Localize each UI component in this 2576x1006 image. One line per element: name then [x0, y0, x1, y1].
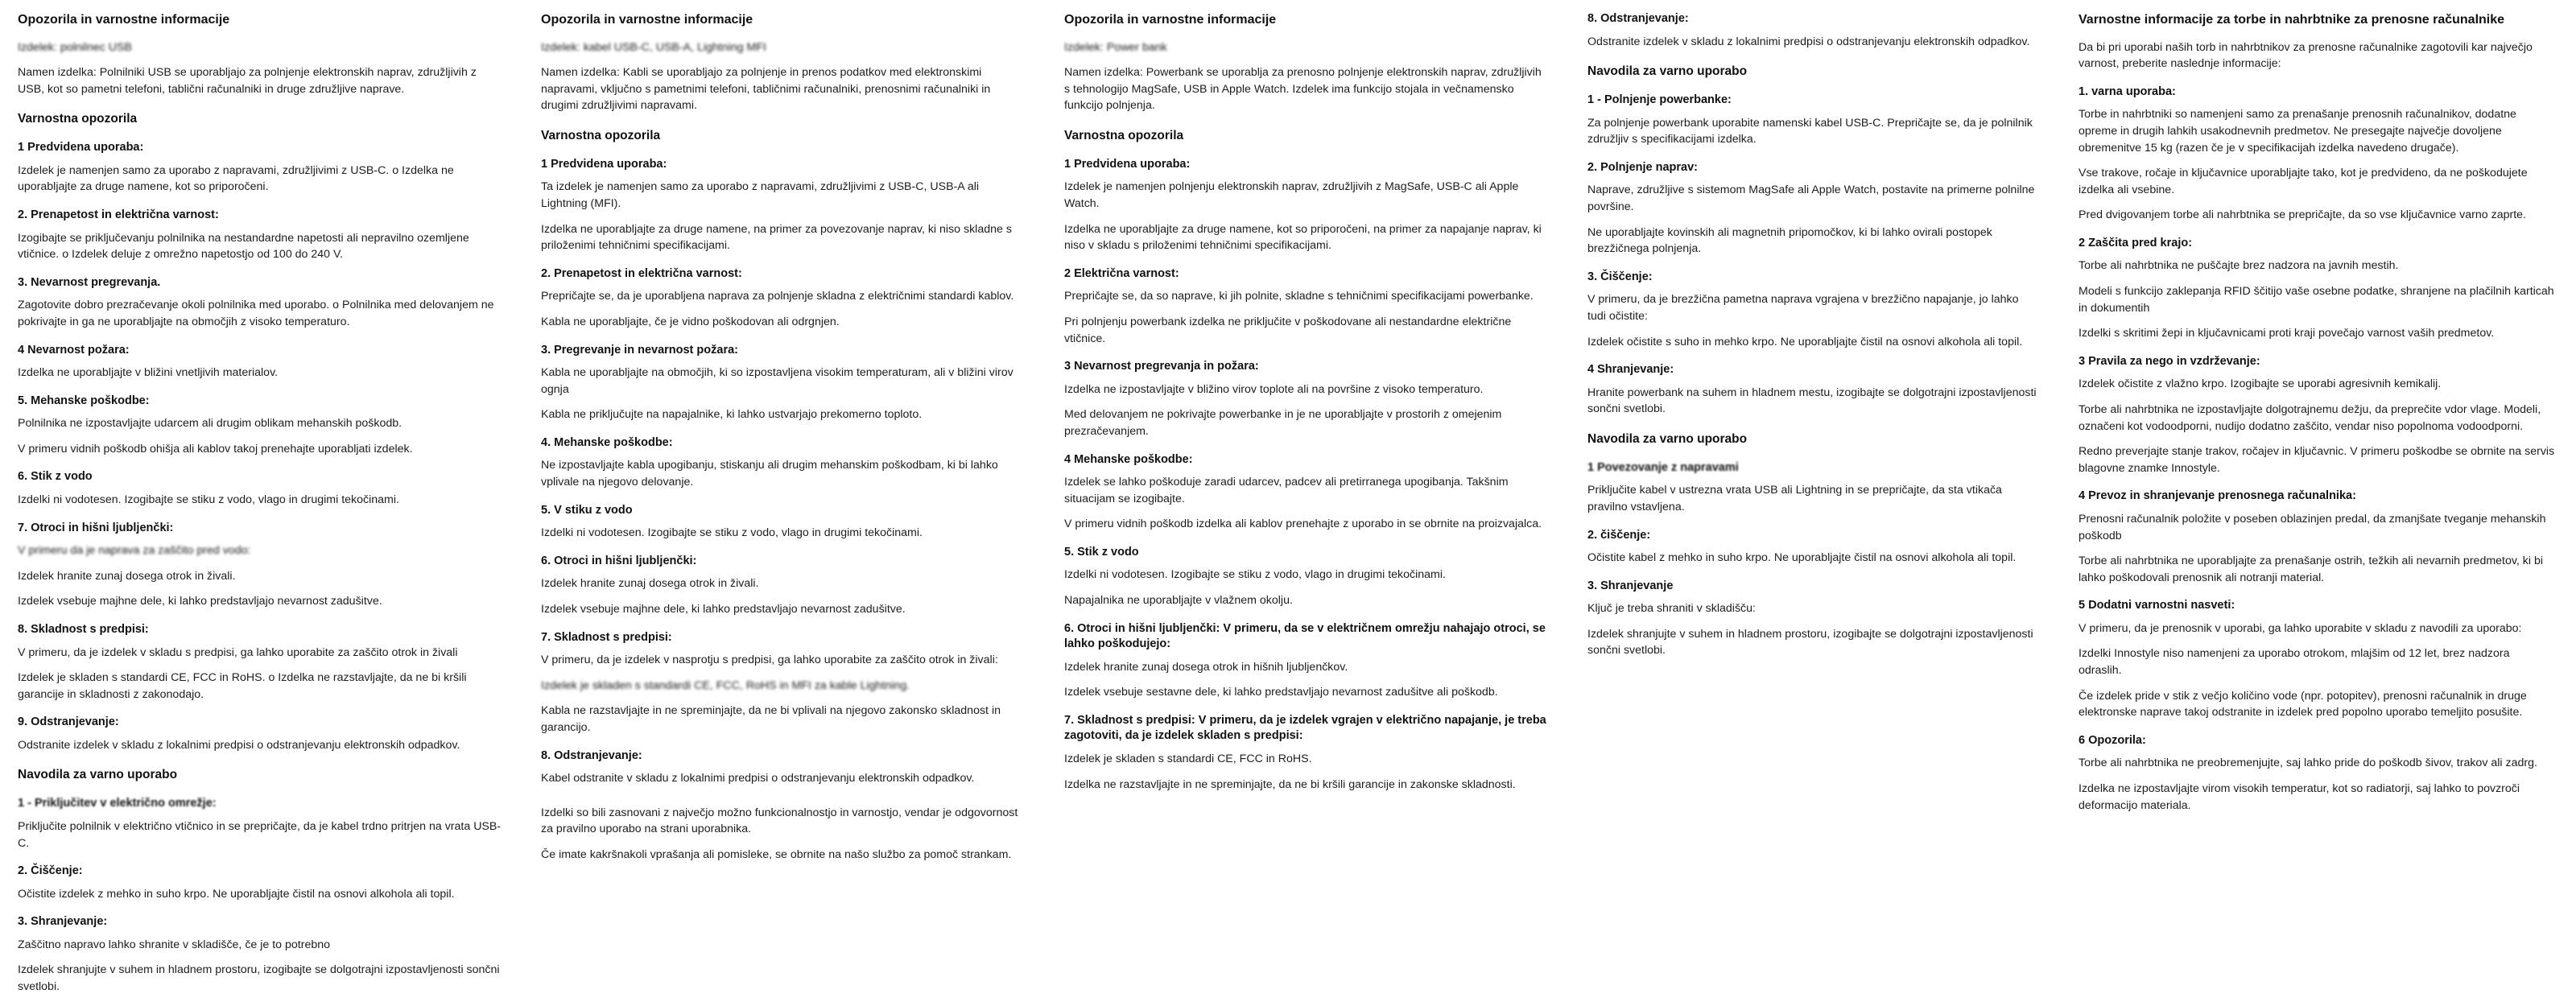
section-title: 3. Pregrevanje in nevarnost požara: [541, 343, 738, 357]
section-paragraph: Izogibajte se priključevanju polnilnika na nestandardne napetosti ali nepravilno ozemljene vtičnice. o Izdelek deluje z omrežno napetostjo od 100 do 240 V. [18, 231, 469, 262]
product-line: Izdelek: kabel USB-C, USB-A, Lightning MFI [541, 40, 766, 54]
usage-section-title: 1 - Priključitev v električno omrežje: [18, 797, 217, 810]
section-paragraph: Izdelek hranite zunaj dosega otrok in živali. [541, 577, 759, 591]
section-paragraph: Torbe ali nahrbtnika ne puščajte brez nadzora na javnih mestih. [2079, 259, 2399, 273]
usage-paragraph: Ključ je treba shraniti v skladišču: [1587, 602, 1756, 616]
section-title: 2. Prenapetost in električna varnost: [541, 266, 742, 280]
section-title: 7. Skladnost s predpisi: [541, 630, 672, 644]
section-title: 6 Opozorila: [2079, 733, 2146, 747]
section-paragraph: Prepričajte se, da je uporabljena naprava za polnjenje skladna z električnimi standardi kablov. [541, 290, 1014, 303]
section-paragraph: Če izdelek pride v stik z večjo količino vode (npr. potopitev), prenosni računalnik in druge elektronske naprave takoj odstranite in izdelek pred popolno uporabo temeljito posušite. [2079, 689, 2527, 719]
section-paragraph: Izdelek je namenjen samo za uporabo z napravami, združljivimi z USB-C. o Izdelka ne uporabljajte za druge namene, kot so priporočeni. [18, 163, 454, 194]
section-paragraph: Izdelek se lahko poškoduje zaradi udarcev, padcev ali pretirranega upogibanja. Takšnim situacijam se izogibajte. [1064, 476, 1509, 505]
usage-paragraph: Priključite polnilnik v električno vtičnico in se prepričajte, da je kabel trdno pritrjen na vrata USB-C. [18, 819, 502, 850]
section-title: 1 Predvidena uporaba: [18, 141, 144, 155]
section-paragraph: Prenosni računalnik položite v poseben oblazinjen predal, da zmanjšate tveganje mehanskih poškodb [2079, 512, 2546, 542]
section-paragraph: V primeru vidnih poškodb ohišja ali kablov takoj prenehajte uporabljati izdelek. [18, 442, 413, 456]
usage-paragraph: Izdelek shranjujte v suhem in hladnem prostoru, izogibajte se dolgotrajni izpostavljenosti sončni svetlobi. [18, 963, 500, 994]
section-title: 1 Predvidena uporaba: [541, 157, 667, 171]
section-title: 7. Skladnost s predpisi: V primeru, da je izdelek vgrajen v električno napajanje, je treba zagotoviti, da je izdelek skladen s predpisi: [1064, 713, 1546, 743]
section-title: 8. Skladnost s predpisi: [18, 622, 149, 636]
section-paragraph: Izdelka ne izpostavljajte virom visokih temperatur, kot so radiatorji, saj lahko to povzroči deformacijo materiala. [2079, 782, 2520, 812]
section-paragraph: Prepričajte se, da so naprave, ki jih polnite, skladne s tehničnimi specifikacijami powerbanke. [1064, 290, 1534, 303]
section-title: 9. Odstranjevanje: [18, 715, 119, 729]
closing-paragraph: Izdelki so bili zasnovani z največjo možno funkcionalnostjo in varnostjo, vendar je odgovornost za pravilno uporabo na strani uporabnika. [541, 806, 1018, 836]
section-title: 6. Stik z vodo [18, 470, 93, 484]
section-title: 1 Predvidena uporaba: [1064, 157, 1191, 171]
usage-paragraph: Izdelek shranjujte v suhem in hladnem prostoru, izogibajte se dolgotrajni izpostavljenosti sončni svetlobi. [1587, 627, 2033, 658]
closing-paragraph: Če imate kakršnakoli vprašanja ali pomisleke, se obrnite na našo službo za pomoč strankam. [541, 847, 1012, 861]
column-usb-charger [0, 11, 523, 1004]
usage-paragraph: Očistite kabel z mehko in suho krpo. Ne uporabljajte čistil na osnovi alkohola ali topil. [1587, 551, 2017, 565]
section-title: 2 Električna varnost: [1064, 266, 1179, 280]
section-paragraph: V primeru da je naprava za zaščito pred vodo: [18, 544, 251, 558]
page-title: Opozorila in varnostne informacije [541, 13, 753, 27]
section-paragraph: Izdelki ni vodotesen. Izogibajte se stiku z vodo, vlago in drugimi tekočinami. [18, 493, 399, 507]
section-paragraph: Kabel odstranite v skladu z lokalnimi predpisi o odstranjevanju elektronskih odpadkov. [541, 772, 975, 785]
section-paragraph: Ne izpostavljajte kabla upogibanju, stiskanju ali drugim mehanskim poškodbam, ki bi lahko vplivale na njegovo delovanje. [541, 459, 998, 489]
section-paragraph: Izdelek je skladen s standardi CE, FCC, RoHS in MFI za kable Lightning. [541, 678, 910, 692]
usage-paragraph: Zaščitno napravo lahko shranite v skladišče, če je to potrebno [18, 938, 331, 951]
section-title: 4 Mehanske poškodbe: [1064, 452, 1193, 466]
section-paragraph: Izdelka ne uporabljajte v bližini vnetljivih materialov. [18, 366, 279, 380]
section-title: 8. Odstranjevanje: [1587, 12, 1689, 25]
section-paragraph: Kabla ne uporabljajte na območjih, ki so izpostavljena visokim temperaturam, ali v bližini virov ognja [541, 366, 1013, 396]
section-title: 6. Otroci in hišni ljubljenčki: V primeru, da se v električnem omrežju nahajajo otroci, se lahko poškodujejo: [1064, 621, 1546, 651]
warnings-heading: Varnostna opozorila [18, 112, 138, 126]
section-title: 4 Prevoz in shranjevanje prenosnega računalnika: [2079, 489, 2356, 503]
section-title: 5. Stik z vodo [1064, 545, 1139, 559]
section-title: 2 Zaščita pred krajo: [2079, 236, 2193, 249]
warnings-heading: Varnostna opozorila [541, 128, 661, 142]
section-paragraph: Izdelka ne uporabljajte za druge namene, na primer za povezovanje naprav, ki niso skladne s priloženimi tehničnimi specifikacijami. [541, 222, 1012, 253]
usage-paragraph: Priključite kabel v ustrezna vrata USB ali Lightning in se prepričajte, da sta vtikača pravilno vstavljena. [1587, 484, 2002, 513]
section-title: 4. Mehanske poškodbe: [541, 435, 673, 449]
section-paragraph: Napajalnika ne uporabljajte v vlažnem okolju. [1064, 594, 1293, 608]
section-paragraph: Izdelek je skladen s standardi CE, FCC in RoHS. [1064, 752, 1312, 766]
section-title: 6. Otroci in hišni ljubljenčki: [541, 554, 697, 567]
section-paragraph: Kabla ne uporabljajte, če je vidno poškodovan ali odrgnjen. [541, 315, 840, 328]
section-paragraph: V primeru, da je izdelek v skladu s predpisi, ga lahko uporabite za zaščito otrok in živali [18, 645, 458, 659]
section-paragraph: Med delovanjem ne pokrivajte powerbanke in je ne uporabljajte v prostorih z omejenim prezračevanjem. [1064, 408, 1502, 438]
section-paragraph: Kabla ne razstavljajte in ne spreminjajte, da ne bi vplivali na njegovo zakonsko skladnost in garancijo. [541, 704, 1001, 734]
intro-text: Namen izdelka: Powerbank se uporablja za prenosno polnjenje elektronskih naprav, združljivih s tehnologijo MagSafe, USB in Apple Watch. Izdelek ima funkcijo stojala in večnamensko funkcijo polnjenja. [1064, 66, 1542, 113]
section-paragraph: Kabla ne priključujte na napajalnike, ki lahko ustvarjajo prekomerno toploto. [541, 408, 923, 422]
section-paragraph: Zagotovite dobro prezračevanje okoli polnilnika med uporabo. o Polnilnika med delovanjem ne pokrivajte in ga ne uporabljajte na območjih z visoko temperaturo. [18, 299, 494, 328]
section-paragraph: Modeli s funkcijo zaklepanja RFID ščitijo vaše osebne podatke, shranjene na plačilnih karticah in dokumentih [2079, 285, 2554, 315]
page-title: Varnostne informacije za torbe in nahrbtnike za prenosne računalnike [2079, 13, 2505, 27]
section-paragraph: Izdelek hranite zunaj dosega otrok in živali. [18, 569, 236, 583]
section-paragraph: Izdelek očistite z vlažno krpo. Izogibajte se uporabi agresivnih kemikalij. [2079, 377, 2442, 391]
section-paragraph: Torbe ali nahrbtnika ne izpostavljajte dolgotrajnemu dežju, da preprečite vdor vlage. Modeli, označeni kot vodoodporni, nudijo dodatno zaščito, vendar niso popolnoma vodoodporni. [2079, 403, 2541, 433]
section-paragraph: Izdelki Innostyle niso namenjeni za uporabo otrokom, mlajšim od 12 let, brez nadzora odraslih. [2079, 647, 2510, 678]
section-paragraph: Odstranite izdelek v skladu z lokalnimi predpisi o odstranjevanju elektronskih odpadkov. [1587, 35, 2030, 48]
usage-paragraph: Očistite izdelek z mehko in suho krpo. Ne uporabljajte čistil na osnovi alkohola ali topil. [18, 887, 455, 901]
usage-paragraph: Ne uporabljajte kovinskih ali magnetnih pripomočkov, ki bi lahko ovirali postopek brezžičnega polnjenja. [1587, 225, 1992, 256]
column-backpack [2061, 11, 2576, 823]
product-line: Izdelek: polnilnec USB [18, 40, 132, 54]
section-title: 7. Otroci in hišni ljubljenčki: [18, 521, 174, 534]
section-title: 8. Odstranjevanje: [541, 748, 642, 762]
warnings-heading: Varnostna opozorila [1064, 128, 1184, 142]
section-title: 5. Mehanske poškodbe: [18, 394, 150, 407]
usage-paragraph: V primeru, da je brezžična pametna naprava vgrajena v brezžično napajanje, jo lahko tudi očistite: [1587, 293, 2019, 323]
section-paragraph: Izdelek je namenjen polnjenju elektronskih naprav, združljivih z MagSafe, USB-C ali Apple Watch. [1064, 180, 1519, 211]
usage-heading: Navodila za varno uporabo [18, 768, 178, 782]
section-title: 5. V stiku z vodo [541, 503, 633, 517]
usage-section-title: 2. čiščenje: [1587, 528, 1651, 542]
intro-text: Da bi pri uporabi naših torb in nahrbtnikov za prenosne računalnike zagotovili kar največjo varnost, preberite naslednje informacije: [2079, 40, 2533, 71]
section-paragraph: Izdelka ne razstavljajte in ne spreminjajte, da ne bi kršili garancije in zakonske skladnosti. [1064, 777, 1516, 791]
column-powerbank [1046, 11, 1570, 802]
usage-section-title: 1 - Polnjenje powerbanke: [1587, 93, 1732, 107]
usage-paragraph: Naprave, združljive s sistemom MagSafe ali Apple Watch, postavite na primerne polnilne površine. [1587, 183, 2035, 213]
section-paragraph: Izdelek vsebuje majhne dele, ki lahko predstavljajo nevarnost zadušitve. [541, 602, 906, 616]
section-paragraph: Izdelka ne izpostavljajte v bližino virov toplote ali na površine z visoko temperaturo. [1064, 382, 1484, 396]
section-paragraph: Izdelki ni vodotesen. Izogibajte se stiku z vodo, vlago in drugimi tekočinami. [1064, 568, 1446, 582]
usage-section-title: 3. Shranjevanje: [18, 915, 108, 929]
section-title: 3. Nevarnost pregrevanja. [18, 275, 161, 289]
section-title: 5 Dodatni varnostni nasveti: [2079, 599, 2235, 612]
usage-paragraph: Izdelek očistite s suho in mehko krpo. Ne uporabljajte čistil na osnovi alkohola ali topil. [1587, 335, 2023, 348]
section-paragraph: Torbe ali nahrbtnika ne preobremenjujte, saj lahko pride do poškodb šivov, trakov ali zadrg. [2079, 757, 2537, 770]
section-paragraph: V primeru, da je izdelek v nasprotju s predpisi, ga lahko uporabite za zaščito otrok in živali: [541, 653, 998, 667]
product-line: Izdelek: Power bank [1064, 40, 1167, 54]
intro-text: Namen izdelka: Kabli se uporabljajo za polnjenje in prenos podatkov med elektronskimi napravami, vključno s pametnimi telefoni, tabličnimi računalniki, prenosnimi računalniki in drugimi združljivimi napravami. [541, 66, 991, 113]
section-paragraph: Redno preverjajte stanje trakov, ročajev in ključavnic. V primeru poškodbe se obrnite na servis blagovne znamke Innostyle. [2079, 445, 2555, 475]
section-paragraph: Odstranite izdelek v skladu z lokalnimi predpisi o odstranjevanju elektronskih odpadkov. [18, 738, 460, 752]
page-title: Opozorila in varnostne informacije [1064, 13, 1277, 27]
section-title: 2. Prenapetost in električna varnost: [18, 208, 219, 222]
column-powerbank-usage [1570, 11, 2061, 668]
usage-section-title: 3. Shranjevanje [1587, 579, 1674, 592]
usage-section-title: 1 Povezovanje z napravami [1587, 460, 1739, 474]
usage-section-title: 2. Čiščenje: [18, 864, 83, 878]
section-paragraph: Izdelek vsebuje sestavne dele, ki lahko predstavljajo nevarnost zadušitve ali poškodb. [1064, 686, 1498, 699]
section-paragraph: Polnilnika ne izpostavljajte udarcem ali drugim oblikam mehanskih poškodb. [18, 417, 402, 431]
section-paragraph: Ta izdelek je namenjen samo za uporabo z napravami, združljivimi z USB-C, USB-A ali Lightning (MFI). [541, 180, 980, 211]
usage-section-title: 2. Polnjenje naprav: [1587, 160, 1698, 174]
section-title: 3 Pravila za nego in vzdrževanje: [2079, 354, 2260, 368]
section-paragraph: Izdelki s skritimi žepi in ključavnicami proti kraji povečajo varnost vaših predmetov. [2079, 327, 2495, 340]
usage-paragraph: Za polnjenje powerbank uporabite namenski kabel USB-C. Prepričajte se, da je polnilnik združljiv s specifikacijami izdelka. [1587, 116, 2033, 146]
column-usb-lightning-cable [523, 11, 1046, 872]
section-title: 4 Nevarnost požara: [18, 343, 130, 357]
section-paragraph: Torbe ali nahrbtnika ne uporabljajte za prenašanje ostrih, težkih ali nevarnih predmetov, ki bi lahko poškodovali prenosnik ali notranji material. [2079, 555, 2544, 584]
section-paragraph: Torbe in nahrbtniki so namenjeni samo za prenašanje prenosnih računalnikov, dodatne opreme in drugih lahkih usakodnevnih predmetov. Ne presegajte največje dovoljene obremenitve 15 kg (razen če je v specifikacijah izdelka navedeno drugače). [2079, 108, 2516, 155]
section-title: 3 Nevarnost pregrevanja in požara: [1064, 360, 1259, 373]
section-paragraph: Izdelek je skladen s standardi CE, FCC in RoHS. o Izdelka ne razstavljajte, da ne bi kršili garancije in skladnosti z zakonodajo. [18, 671, 467, 701]
section-title: 1. varna uporaba: [2079, 85, 2176, 98]
usage-section-title: 3. Čiščenje: [1587, 270, 1653, 283]
usage-section-title: 4 Shranjevanje: [1587, 363, 1674, 377]
usage-paragraph: Hranite powerbank na suhem in hladnem mestu, izogibajte se dolgotrajni izpostavljenosti sončni svetlobi. [1587, 385, 2037, 416]
section-paragraph: Pri polnjenju powerbank izdelka ne priključite v poškodovane ali nestandardne električne vtičnice. [1064, 315, 1512, 345]
section-paragraph: Izdelka ne uporabljajte za druge namene, kot so priporočeni, na primer za napajanje naprav, ki niso v skladu s priloženimi tehničnimi specifikacijami. [1064, 222, 1542, 253]
section-paragraph: Pred dvigovanjem torbe ali nahrbtnika se prepričajte, da so vse ključavnice varno zaprte. [2079, 208, 2526, 222]
section-paragraph: Vse trakove, ročaje in ključavnice uporabljajte tako, kot je predvideno, da ne poškodujete izdelka ali vsebine. [2079, 167, 2528, 196]
usage-heading-secondary: Navodila za varno uporabo [1587, 431, 1748, 446]
page-title: Opozorila in varnostne informacije [18, 13, 230, 27]
section-paragraph: Izdelek vsebuje majhne dele, ki lahko predstavljajo nevarnost zadušitve. [18, 595, 382, 608]
section-paragraph: V primeru vidnih poškodb izdelka ali kablov prenehajte z uporabo in se obrnite na proizvajalca. [1064, 517, 1542, 531]
section-paragraph: Izdelek hranite zunaj dosega otrok in hišnih ljubljenčkov. [1064, 660, 1348, 674]
usage-heading: Navodila za varno uporabo [1587, 64, 1748, 79]
intro-text: Namen izdelka: Polnilniki USB se uporabljajo za polnjenje elektronskih naprav, združljivih z USB, kot so pametni telefoni, tablični računalniki in druge združljive naprave. [18, 66, 477, 96]
section-paragraph: V primeru, da je prenosnik v uporabi, ga lahko uporabite v skladu z navodili za uporabo: [2079, 621, 2522, 635]
section-paragraph: Izdelki ni vodotesen. Izogibajte se stiku z vodo, vlago in drugimi tekočinami. [541, 526, 923, 540]
